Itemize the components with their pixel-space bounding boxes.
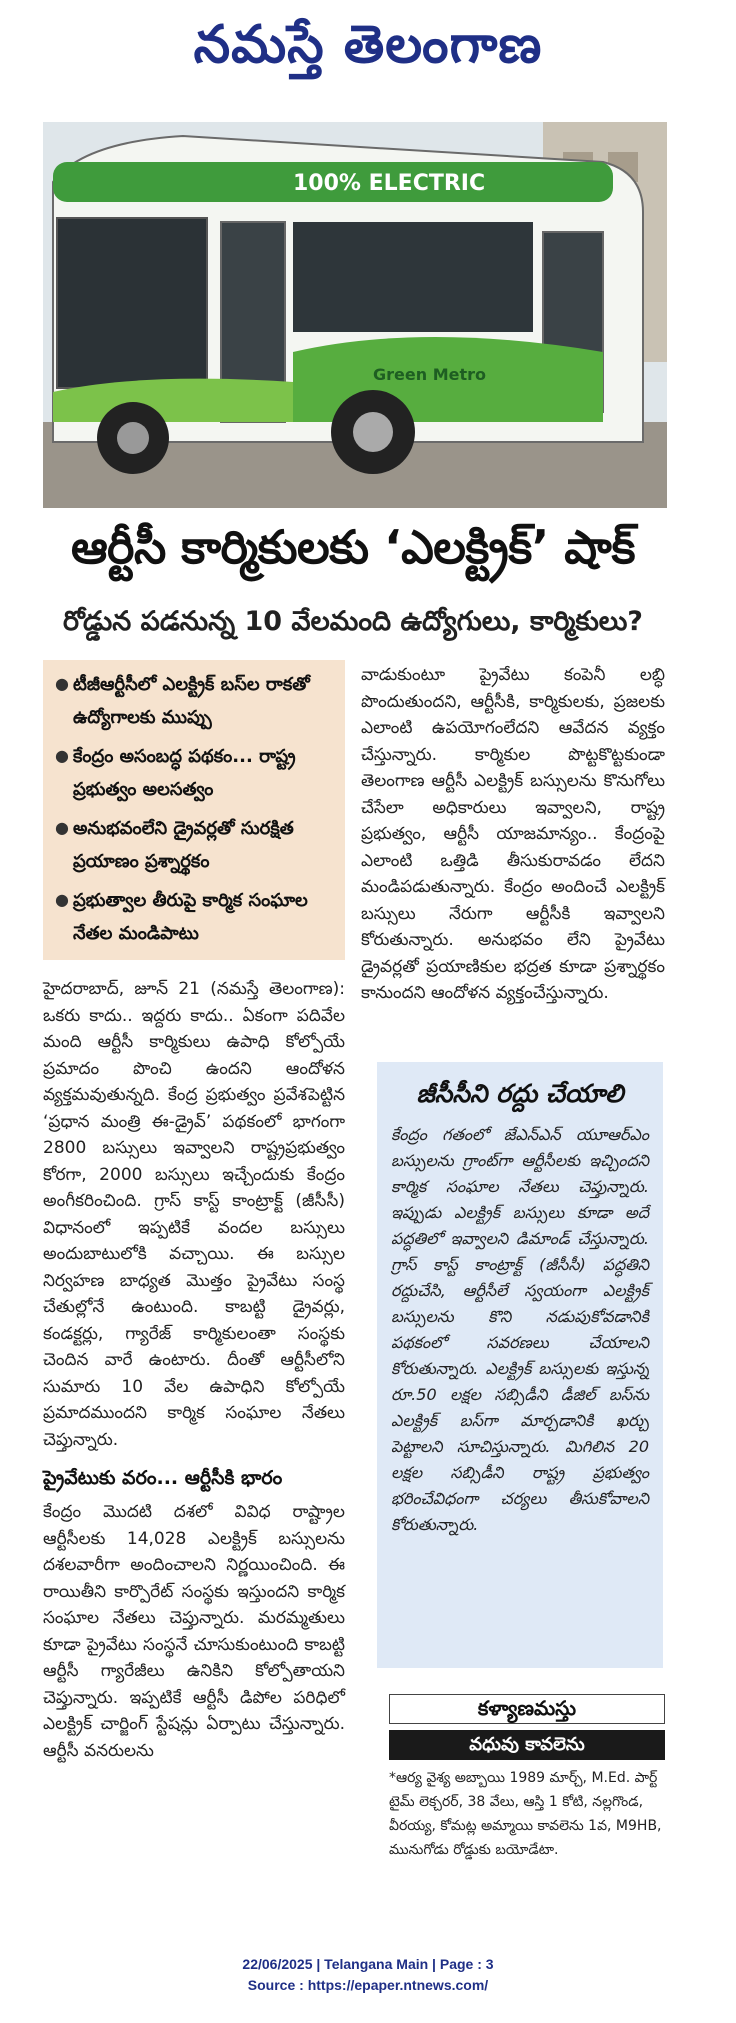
highlight-item: ● ప్రభుత్వాల తీరుపై కార్మిక సంఘాల నేతల మండిపాటు bbox=[55, 884, 335, 950]
article-headline: ఆర్టీసీ కార్మికులకు ‘ఎలక్ట్రిక్’ షాక్ bbox=[70, 520, 636, 574]
bullet-icon: ● bbox=[55, 890, 69, 909]
highlights-box bbox=[43, 660, 345, 960]
sidebar-text: కేంద్రం గతంలో జేఎన్ఎన్ యూఆర్ఎం బస్సులను గ్రాంట్‌గా ఆర్టీసీలకు ఇచ్చిందని కార్మిక సంఘాల నేతలు చెప్తున్నారు. ఇప్పుడు ఎలక్ట్రిక్ బస్సులు కూడా అదే పద్ధతిలో ఇవ్వాలని డిమాండ్ చేస్తున్నారు. గ్రాస్ కాస్ట్ కాంట్రాక్ట్ (జీసీసీ) పద్ధతిని రద్దుచేసి, ఆర్టీసీలే స్వయంగా ఎలక్ట్రిక్ బస్సులను కొని నడుపుకోవడానికి పథకంలో సవరణలు చేయాలని కోరుతున్నారు. ఎలక్ట్రిక్ బస్సులకు ఇస్తున్న రూ.50 లక్షల సబ్సిడీని డీజిల్ బస్‌ను ఎలక్ట్రిక్ బస్‌గా మార్చడానికి ఖర్చు పెట్టాలని సూచిస్తున్నారు. మిగిలిన 20 లక్షల సబ్సిడీని రాష్ట్ర ప్రభుత్వం భరించేవిధంగా చర్యలు తీసుకోవాలని కోరుతున్నారు. bbox=[391, 1125, 649, 1534]
article-subheadline: రోడ్డున పడనున్న 10 వేలమంది ఉద్యోగులు, కార్మికులు? bbox=[63, 606, 643, 637]
article-paragraph: వాడుకుంటూ ప్రైవేటు కంపెనీ లబ్ధి పొందుతుందని, ఆర్టీసీకి, కార్మికులకు, ప్రజలకు ఎలాంటి ఉపయోగంలేదని ఆవేదన వ్యక్తం చేస్తున్నారు. కార్మికుల పొట్టకొట్టకుండా తెలంగాణ ఆర్టీసీ ఎలక్ట్రిక్ బస్సులను కొనుగోలు చేసేలా అధికారులు ఇవ్వాలని, రాష్ట్ర ప్రభుత్వం, ఆర్టీసీ యాజమాన్యం.. కేంద్రంపై ఎలాంటి ఒత్తిడి తీసుకురావడం లేదని మండిపడుతున్నారు. కేంద్రం అందించే ఎలక్ట్రిక్ బస్సులు నేరుగా ఆర్టీసీకి ఇవ్వాలని కోరుతున్నారు. అనుభవం లేని ప్రైవేటు డ్రైవర్లతో ప్రయాణికుల భద్రత కూడా ప్రశ్నార్థకం కానుందని ఆందోళన వ్యక్తంచేస్తున్నారు. bbox=[361, 665, 665, 1003]
sidebar-title: జీసీసీని రద్దు చేయాలి bbox=[416, 1079, 624, 1108]
article-column-right bbox=[361, 662, 665, 1007]
article-paragraph: కేంద్రం మొదటి దశలో వివిధ రాష్ట్రాల ఆర్టీసీలకు 14,028 ఎలక్ట్రిక్ బస్సులను దశలవారీగా అందించాలని నిర్ణయించింది. ఈ రాయితీని కార్పొరేట్ సంస్థకు ఇస్తుందని కార్మిక సంఘాల నేతలు చెప్తున్నారు. మరమ్మతులు కూడా ప్రైవేటు సంస్థనే చూసుకుంటుంది కాబట్టి ఆర్టీసీ గ్యారేజీలు ఉనికిని కోల్పోతాయని చెప్తున్నారు. ఇప్పటికే ఆర్టీసీ డిపోల పరిధిలో ఎలక్ట్రిక్ చార్జింగ్ స్టేషన్లు ఏర్పాటు చేస్తున్నారు. ఆర్టీసీ వనరులను bbox=[43, 1502, 345, 1761]
sidebar-box bbox=[377, 1062, 663, 1668]
bullet-icon: ● bbox=[55, 674, 69, 693]
highlight-item: ● టీజీఆర్టీసీలో ఎలక్ట్రిక్ బస్‌ల రాకతో ఉద్యోగాలకు ముప్పు bbox=[55, 668, 335, 734]
newspaper-masthead: నమస్తే తెలంగాణ bbox=[193, 14, 543, 75]
article-subtitle: ప్రైవేటుకు వరం... ఆర్టీసీకి భారం bbox=[43, 1467, 283, 1489]
bullet-icon: ● bbox=[55, 818, 69, 837]
classified-subtitle: వధువు కావలెను bbox=[389, 1730, 665, 1760]
classified-text: *ఆర్య వైశ్య అబ్బాయి 1989 మార్చ్, M.Ed. పార్ట్ టైమ్ లెక్చరర్, 38 వేలు, ఆస్తి 1 కోటి, నల్లగొండ, వీరయ్య, కోమట్ల అమ్మాయి కావలెను 1వ, M9HB, మునుగోడు రోడ్డుకు బయోడేటా. bbox=[389, 1770, 662, 1858]
article-paragraph: హైదరాబాద్, జూన్ 21 (నమస్తే తెలంగాణ): ఒకరు కాదు.. ఇద్దరు కాదు.. ఏకంగా పదివేల మంది ఆర్టీసీ కార్మికులు ఉపాధి కోల్పోయే ప్రమాదం పొంచి ఉందని ఆందోళన వ్యక్తమవుతున్నది. కేంద్ర ప్రభుత్వం ప్రవేశపెట్టిన ‘ప్రధాన మంత్రి ఈ-డ్రైవ్’ పథకంలో భాగంగా 2800 బస్సులు ఇవ్వాలని రాష్ట్రప్రభుత్వం కోరగా, 2000 బస్సులు ఇచ్చేందుకు కేంద్రం అంగీకరించింది. గ్రాస్ కాస్ట్ కాంట్రాక్ట్ (జీసీసీ) విధానంలో ఇప్పటికే వందల బస్సులు అందుబాటులోకి వచ్చాయి. ఈ బస్సుల నిర్వహణ బాధ్యత మొత్తం ప్రైవేటు సంస్థ చేతుల్లోనే ఉంటుంది. కాబట్టి డ్రైవర్లు, కండక్టర్లు, గ్యారేజ్ కార్మికులంతా సంస్థకు చెందిన వారే ఉంటారు. దీంతో ఆర్టీసీలోని సుమారు 10 వేల ఉపాధిని కోల్పోయే ప్రమాదముందని కార్మిక సంఘాల నేతలు చెప్తున్నారు. bbox=[43, 979, 345, 1450]
bullet-icon: ● bbox=[55, 746, 69, 765]
electric-bus-photo bbox=[43, 122, 667, 508]
article-column-left bbox=[43, 976, 345, 1764]
highlight-item: ● అనుభవంలేని డ్రైవర్లతో సురక్షిత ప్రయాణం ప్రశ్నార్థకం bbox=[55, 812, 335, 878]
bus-brand-text: Green Metro bbox=[373, 365, 486, 384]
footer-source-line: Source : https://epaper.ntnews.com/ bbox=[247, 1977, 489, 1993]
bus-banner-text: 100% ELECTRIC bbox=[293, 171, 486, 196]
page-footer bbox=[0, 1954, 736, 1996]
highlight-item: ● కేంద్రం అసంబద్ధ పథకం... రాష్ట్ర ప్రభుత్వం అలసత్వం bbox=[55, 740, 335, 806]
footer-date-line: 22/06/2025 | Telangana Main | Page : 3 bbox=[242, 1956, 494, 1972]
electric-bus-illustration bbox=[43, 122, 667, 508]
classified-title: కళ్యాణమస్తు bbox=[389, 1694, 665, 1724]
